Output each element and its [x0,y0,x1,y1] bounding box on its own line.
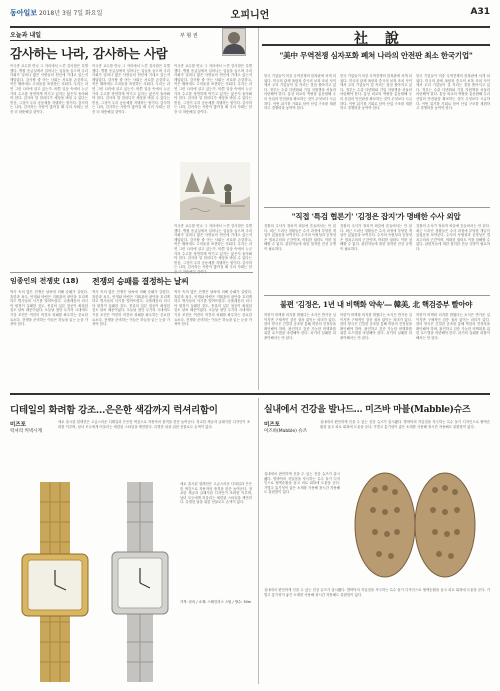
history-body-1: 역사 속의 많은 전쟁은 날씨에 의해 승패가 갈렸다. 혹한과 폭우, 안개와 바람은 지휘관의 판단을 흐리게 하고 병사들의 사기를 떨어뜨렸다. 나폴레옹의 러시아 원정이 실패한 것도, 몽골의 일본 침공이 좌절된 것도 날씨 때문이었다. 오늘날 첨단 무기의 시대에도 기상 조건은 여전히 작전의 성패를 좌우하는 중요한 요소다. 전쟁을 준비하는 이들은 하늘을 읽는 눈을 가져야 한다. [10,290,88,327]
ad-right-body-col: 실내에서 편안하게 신을 수 있는 건강 슈즈가 출시됐다. 발바닥의 지압점을 자극하는 특수 돌기 디자인으로 혈액순환을 돕고 피로 회복에 도움을 준다. 가볍고 통기성이 좋은 소재를 사용해 장시간 착용해도 불편함이 없다. [264,472,340,495]
column-body-3: 이국종 교수를 만나 그 자리에서 느낀 감사함은 특별했다. 병원 응급실에서 일어나는 일들을 들으며 우리 사회가 얼마나 많은 사람들의 헌신에 기대고 있는지 깨달았다. 감사할 줄 아는 사회는 서로를 존중하고, 작은 배려에도 고마움을 표현하는 사회다. 우리는 과연 그런 나라에 살고 있는가. 바쁜 일상 속에서 누군가의 수고를 당연하게 여기고 있지는 않은지 돌아봐야 한다. 감사의 말 한마디가 세상을 바꿀 수 있다는 믿음, 그것이 우리 공동체를 지탱하는 힘이다. 감사하는 나라, 감사하는 사람이 많아질 때 우리 사회는 한층 더 따뜻해질 것이다. [174,64,252,114]
sketch-illustration [180,162,250,220]
editorial-body-3c: 북한이 비핵화 의지를 밝혔다는 소식은 반가운 일이지만 구체적인 검증 절차 없이는 의미가 없다. 한미 양국은 긴밀한 공조를 통해 북한의 진정성을 확인해야 하며, 완전하고 검증 가능한 비핵화를 위한 로드맵을 마련해야 한다. 과거의 실패를 되풀이해서는 안 된다. [416,313,490,340]
issue-info: 2018년 3월 7일 화요일 [38,10,103,17]
editorial-title-3: 불편 '김정은, 1년 내 비핵화 약속'― 韓美, 北 핵검증부 빨아야 [279,300,473,309]
ad-section-rule [10,393,490,395]
ad-right-brand-sub: 미즈바(Mabble) 슈즈 [264,429,308,434]
column-label: 오늘과 내일 [10,32,42,39]
page-number: A31 [470,7,490,17]
paper-name: 동아일보 [10,8,38,17]
editorial-body-3b: 북한이 비핵화 의지를 밝혔다는 소식은 반가운 일이지만 구체적인 검증 절차 없이는 의미가 없다. 한미 양국은 긴밀한 공조를 통해 북한의 진정성을 확인해야 하며, 완전하고 검증 가능한 비핵화를 위한 로드맵을 마련해야 한다. 과거의 실패를 되풀이해서는 안 된다. [340,313,412,340]
history-issue: (18) [62,277,79,285]
editorial-divider-2 [264,295,490,296]
column-title: 감사하는 나라, 감사하는 사람 [10,46,168,61]
ad-left-brand [10,420,42,434]
ad-right-brand-name: 미즈포 [264,422,280,428]
editorial-title-2: "직접 '특검 협론기' '김정은 잡지'가 명배한 수사 외압 [291,212,461,221]
editorial-divider-1 [264,207,490,208]
column-body-2: 이국종 교수를 만나 그 자리에서 느낀 감사함은 특별했다. 병원 응급실에서 일어나는 일들을 들으며 우리 사회가 얼마나 많은 사람들의 헌신에 기대고 있는지 깨달았다. 감사할 줄 아는 사회는 서로를 존중하고, 작은 배려에도 고마움을 표현하는 사회다. 우리는 과연 그런 나라에 살고 있는가. 바쁜 일상 속에서 누군가의 수고를 당연하게 여기고 있지는 않은지 돌아봐야 한다. 감사의 말 한마디가 세상을 바꿀 수 있다는 믿음, 그것이 우리 공동체를 지탱하는 힘이다. 감사하는 나라, 감사하는 사람이 많아질 때 우리 사회는 한층 더 따뜻해질 것이다. [92,64,170,114]
column-body-4: 이국종 교수를 만나 그 자리에서 느낀 감사함은 특별했다. 병원 응급실에서 일어나는 일들을 들으며 우리 사회가 얼마나 많은 사람들의 헌신에 기대고 있는지 깨달았다. 감사할 줄 아는 사회는 서로를 존중하고, 작은 배려에도 고마움을 표현하는 사회다. 우리는 과연 그런 나라에 살고 있는가. 바쁜 일상 속에서 누군가의 수고를 당연하게 여기고 있지는 않은지 돌아봐야 한다. 감사의 말 한마디가 세상을 바꿀 수 있다는 믿음, 그것이 우리 공동체를 지탱하는 힘이다. 감사하는 나라, 감사하는 사람이 많아질 때 우리 사회는 한층 더 따뜻해질 것이다. [174,224,252,274]
watch-image-1 [14,482,96,682]
ad-left-title: 디테일의 화려함 강조…은은한 색감까지 럭셔리함이 [10,405,218,416]
editorial-body-1c: 한국 기업들이 미중 무역전쟁의 한복판에 서게 되었다. 미국의 관세 폭탄과 중국의 보복 조치 사이에서 우리 기업들이 설 자리는 점점 좁아지고 있다. 정부는 수출 다변화와 기업 지원책을 서둘러 마련해야 한다. 통상 외교의 역량을 총동원해 우리 산업의 안전판을 확보하는 것이 무엇보다 시급하다. 이번 위기를 기회로 삼아 산업 구조를 재편하고 경쟁력을 높여야 한다. [416,74,490,111]
history-body-3: 역사 속의 많은 전쟁은 날씨에 의해 승패가 갈렸다. 혹한과 폭우, 안개와 바람은 지휘관의 판단을 흐리게 하고 병사들의 사기를 떨어뜨렸다. 나폴레옹의 러시아 원정이 실패한 것도, 몽골의 일본 침공이 좌절된 것도 날씨 때문이었다. 오늘날 첨단 무기의 시대에도 기상 조건은 여전히 작전의 성패를 좌우하는 중요한 요소다. 전쟁을 준비하는 이들은 하늘을 읽는 눈을 가져야 한다. [174,290,252,327]
editorial-title-1: "美中 무역전쟁 심자포화 폐쳐 나라의 안전판 최소 한국기업" [279,51,473,60]
ad-right-body: 실내에서 편안하게 신을 수 있는 건강 슈즈가 출시됐다. 발바닥의 지압점을 자극하는 특수 돌기 디자인으로 혈액순환을 돕고 피로 회복에 도움을 준다. 가볍고 통기성이 좋은 소재를 사용해 장시간 착용해도 불편함이 없다. [320,420,490,429]
history-body-2: 역사 속의 많은 전쟁은 날씨에 의해 승패가 갈렸다. 혹한과 폭우, 안개와 바람은 지휘관의 판단을 흐리게 하고 병사들의 사기를 떨어뜨렸다. 나폴레옹의 러시아 원정이 실패한 것도, 몽골의 일본 침공이 좌절된 것도 날씨 때문이었다. 오늘날 첨단 무기의 시대에도 기상 조건은 여전히 작전의 성패를 좌우하는 중요한 요소다. 전쟁을 준비하는 이들은 하늘을 읽는 눈을 가져야 한다. [92,290,170,327]
editorial-body-3a: 북한이 비핵화 의지를 밝혔다는 소식은 반가운 일이지만 구체적인 검증 절차 없이는 의미가 없다. 한미 양국은 긴밀한 공조를 통해 북한의 진정성을 확인해야 하며, 완전하고 검증 가능한 비핵화를 위한 로드맵을 마련해야 한다. 과거의 실패를 되풀이해서는 안 된다. [264,313,336,340]
section-divider [10,272,253,273]
ad-left-spec: 가격: 문의 / 소재: 스테인리스 스틸 / 방수: 50m [180,600,252,604]
ad-left-brand-name: 미즈포 [10,422,26,428]
column-rule [10,40,160,41]
column-body-1: 이국종 교수를 만나 그 자리에서 느낀 감사함은 특별했다. 병원 응급실에서 일어나는 일들을 들으며 우리 사회가 얼마나 많은 사람들의 헌신에 기대고 있는지 깨달았다. 감사할 줄 아는 사회는 서로를 존중하고, 작은 배려에도 고마움을 표현하는 사회다. 우리는 과연 그런 나라에 살고 있는가. 바쁜 일상 속에서 누군가의 수고를 당연하게 여기고 있지는 않은지 돌아봐야 한다. 감사의 말 한마디가 세상을 바꿀 수 있다는 믿음, 그것이 우리 공동체를 지탱하는 힘이다. 감사하는 나라, 감사하는 사람이 많아질 때 우리 사회는 한층 더 따뜻해질 것이다. [10,64,88,114]
shoes-image [345,470,485,580]
author-photo [222,28,246,56]
history-column-header [10,276,79,286]
ad-divider [258,398,259,684]
column-author: 부 형 권 [180,33,198,39]
editorial-body-2c: 검찰의 수사가 정치적 외압에 흔들려서는 안 된다. 최근 드러난 정황들은 수사 과정에 부당한 개입이 있었음을 보여준다. 수사의 독립성과 공정성은 법치주의의 근간이며, 어떠한 권력도 이를 침해할 수 없다. 관련자들에 대한 철저한 진상 규명이 필요하다. [416,224,490,251]
ad-right-title: 실내에서 건강을 발나드… 미즈바 마블(Mabble)슈즈 [264,405,471,415]
ad-left-spec-text: 새로 출시된 컬렉션은 고급스러운 디테일과 은은한 색감으로 착용자의 품격을 한층 높여준다. 정교한 세공과 클래식한 디자인이 조화를 이루며, 남녀 모두에게 어울리는 세련된 스타일을 제안한다. 특별한 날을 위한 선물로도 손색이 없다. [180,482,252,505]
page-header [10,4,490,28]
ad-left-body: 새로 출시된 컬렉션은 고급스러운 디테일과 은은한 색감으로 착용자의 품격을 한층 높여준다. 정교한 세공과 클래식한 디자인이 조화를 이루며, 남녀 모두에게 어울리는 세련된 스타일을 제안한다. 특별한 날을 위한 선물로도 손색이 없다. [58,420,250,429]
editorial-body-2a: 검찰의 수사가 정치적 외압에 흔들려서는 안 된다. 최근 드러난 정황들은 수사 과정에 부당한 개입이 있었음을 보여준다. 수사의 독립성과 공정성은 법치주의의 근간이며, 어떠한 권력도 이를 침해할 수 없다. 관련자들에 대한 철저한 진상 규명이 필요하다. [264,224,336,251]
editorial-label: 社 說 [354,31,405,47]
history-title: 전쟁의 승패를 결정하는 날씨 [92,276,189,286]
column-divider [258,28,259,390]
history-author: 임종인의 전쟁史 [10,277,61,285]
editorial-body-2b: 검찰의 수사가 정치적 외압에 흔들려서는 안 된다. 최근 드러난 정황들은 수사 과정에 부당한 개입이 있었음을 보여준다. 수사의 독립성과 공정성은 법치주의의 근간이며, 어떠한 권력도 이를 침해할 수 없다. 관련자들에 대한 철저한 진상 규명이 필요하다. [340,224,412,251]
watch-image-2 [104,482,176,682]
ad-right-brand [264,420,307,434]
editorial-body-1b: 한국 기업들이 미중 무역전쟁의 한복판에 서게 되었다. 미국의 관세 폭탄과 중국의 보복 조치 사이에서 우리 기업들이 설 자리는 점점 좁아지고 있다. 정부는 수출 다변화와 기업 지원책을 서둘러 마련해야 한다. 통상 외교의 역량을 총동원해 우리 산업의 안전판을 확보하는 것이 무엇보다 시급하다. 이번 위기를 기회로 삼아 산업 구조를 재편하고 경쟁력을 높여야 한다. [340,74,412,111]
ad-right-body-bottom: 실내에서 편안하게 신을 수 있는 건강 슈즈가 출시됐다. 발바닥의 지압점을 자극하는 특수 돌기 디자인으로 혈액순환을 돕고 피로 회복에 도움을 준다. 가볍고 통기성이 좋은 소재를 사용해 장시간 착용해도 불편함이 없다. [264,588,490,597]
editorial-body-1a: 한국 기업들이 미중 무역전쟁의 한복판에 서게 되었다. 미국의 관세 폭탄과 중국의 보복 조치 사이에서 우리 기업들이 설 자리는 점점 좁아지고 있다. 정부는 수출 다변화와 기업 지원책을 서둘러 마련해야 한다. 통상 외교의 역량을 총동원해 우리 산업의 안전판을 확보하는 것이 무엇보다 시급하다. 이번 위기를 기회로 삼아 산업 구조를 재편하고 경쟁력을 높여야 한다. [264,74,336,111]
ad-left-brand-sub: 럭셔리 커넥시계 [10,429,42,434]
section-title: 오피니언 [230,10,270,21]
